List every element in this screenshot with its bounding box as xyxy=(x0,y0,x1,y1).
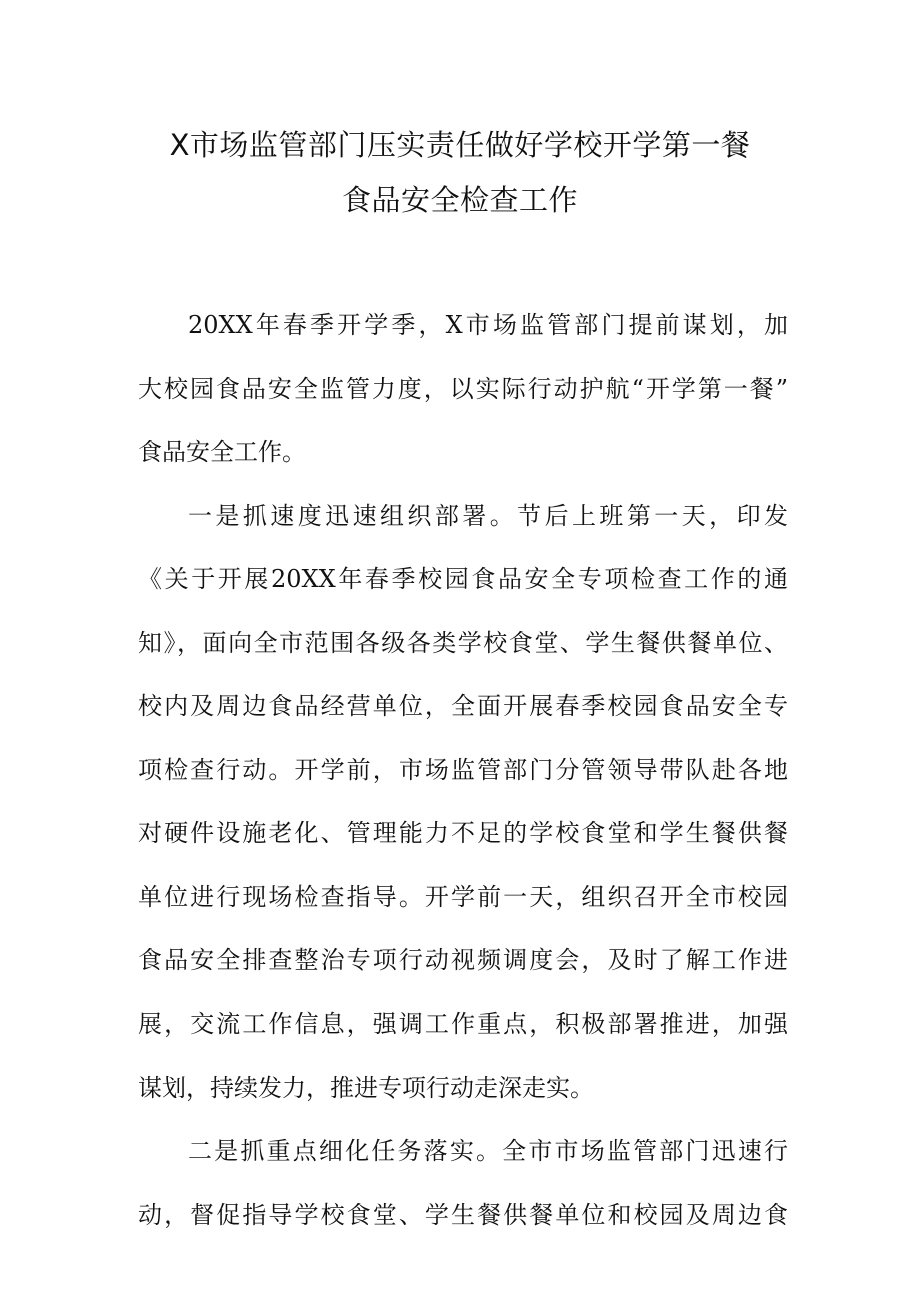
paragraph-2-line-5: 项检查行动。开学前，市场监管部门分管领导带队赴各地 xyxy=(138,755,788,784)
paragraph-2-line-2: 《关于开展20XX年春季校园食品安全专项检查工作的通 xyxy=(138,565,788,594)
document-body xyxy=(138,294,788,1247)
paragraph-1-line-2: 大校园食品安全监管力度，以实际行动护航“开学第一餐” xyxy=(138,374,788,403)
document-title xyxy=(140,118,780,228)
paragraph-2-line-6: 对硬件设施老化、管理能力不足的学校食堂和学生餐供餐 xyxy=(138,819,788,848)
title-line-2: 食品安全检查工作 xyxy=(341,183,578,217)
paragraph-2-line-8: 食品安全排查整治专项行动视频调度会，及时了解工作进 xyxy=(138,946,788,975)
paragraph-2-line-4: 校内及周边食品经营单位，全面开展春季校园食品安全专 xyxy=(138,692,788,721)
paragraph-1-line-3: 食品安全工作。 xyxy=(138,438,306,467)
paragraph-2-line-7: 单位进行现场检查指导。开学前一天，组织召开全市校园 xyxy=(138,882,788,911)
paragraph-2-line-1: 一是抓速度迅速组织部署。节后上班第一天，印发 xyxy=(188,501,788,530)
paragraph-2-line-9: 展，交流工作信息，强调工作重点，积极部署推进，加强 xyxy=(138,1010,788,1039)
paragraph-3-line-1: 二是抓重点细化任务落实。全市市场监管部门迅速行 xyxy=(188,1137,788,1166)
paragraph-2-line-3: 知》，面向全市范围各级各类学校食堂、学生餐供餐单位、 xyxy=(138,628,788,657)
title-line-1: X市场监管部门压实责任做好学校开学第一餐 xyxy=(169,128,751,162)
paragraph-1-line-1: 20XX年春季开学季，X市场监管部门提前谋划，加 xyxy=(188,311,788,339)
paragraph-2-line-10: 谋划，持续发力，推进专项行动走深走实。 xyxy=(138,1073,594,1102)
paragraph-3-line-2: 动，督促指导学校食堂、学生餐供餐单位和校园及周边食 xyxy=(138,1200,788,1229)
